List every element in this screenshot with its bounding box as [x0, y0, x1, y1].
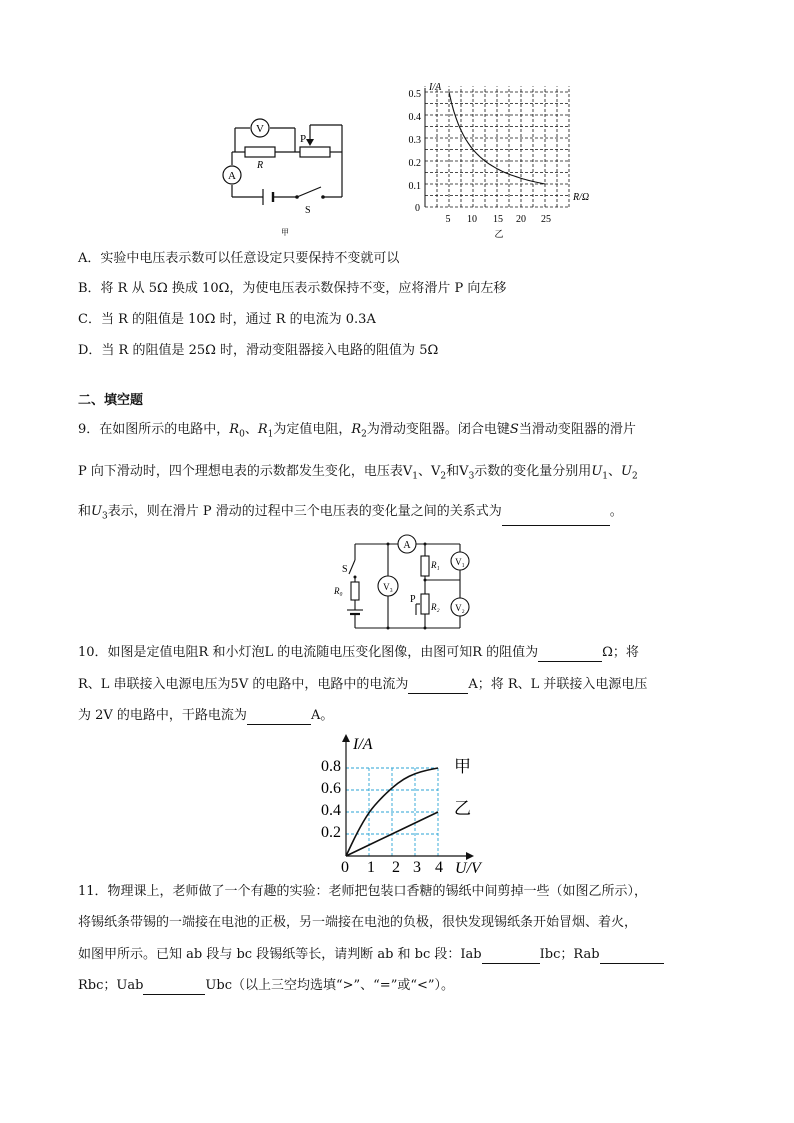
y-tick-label: 0.3: [408, 135, 421, 146]
x-tick-label: 20: [516, 214, 526, 225]
q11-text: Ibc；Rab: [539, 947, 600, 962]
q9-text: 示数的变化量分别用: [474, 464, 592, 479]
q11-text: Rbc；Uab: [78, 978, 144, 993]
y-tick-label: 0.2: [321, 824, 341, 841]
r0-label: R₀: [334, 586, 343, 596]
switch-label: S: [305, 205, 311, 216]
q9-text: 和: [78, 504, 92, 519]
x-tick-label: 5: [445, 214, 451, 225]
circuit-jia: [215, 115, 355, 240]
y-tick-label: 0.5: [408, 89, 421, 100]
option-a: A．实验中电压表示数可以任意设定只要保持不变就可以: [78, 251, 400, 266]
figure-label-jia: 甲: [281, 228, 289, 237]
curve-label-jia: 甲: [454, 757, 471, 776]
q10-text: A。: [310, 708, 334, 723]
curve-label-yi: 乙: [454, 799, 471, 818]
x-tick-label: 1: [367, 859, 375, 876]
v1-label: V₁: [455, 557, 465, 567]
q11-line4: [78, 977, 454, 995]
q10-text: Ω；将: [602, 645, 639, 660]
origin-label: 0: [341, 859, 349, 876]
voltmeter-label: V: [256, 123, 264, 135]
x-tick-label: 15: [493, 214, 503, 225]
q9-line2: P 向下滑动时，四个理想电表的示数都发生变化，电压表$V_1$、$V_2$和$V_3$示数的变化量分别用$U_1$、$U_2$: [78, 464, 638, 482]
switch-label: S: [342, 564, 348, 575]
y-tick-label: 0.2: [408, 158, 421, 169]
x-axis-label: U/V: [455, 860, 481, 877]
figure-label-yi: 乙: [494, 229, 504, 239]
q9-text: 9．在如图所示的电路中，: [78, 422, 230, 437]
option-b: B．将 R 从 5Ω 换成 10Ω，为使电压表示数保持不变，应将滑片 P 向左移: [78, 281, 507, 296]
q11-text: Ubc（以上三空均选填“>”、“=”或“<”）。: [205, 978, 455, 993]
x-tick-label: 2: [392, 859, 400, 876]
r2-label: R₂: [431, 602, 440, 612]
v3-label: V₃: [383, 582, 393, 592]
q9-text: 和: [446, 464, 460, 479]
q11-line1: 11．物理课上，老师做了一个有趣的实验：老师把包装口香糖的锡纸中间剪掉一些（如图乙所示），: [78, 884, 648, 899]
q9-line3: 和$U_3$表示，则在滑片 P 滑动的过程中三个电压表的变化量之间的关系式为 。: [78, 503, 623, 526]
circuit-q9: [330, 530, 480, 635]
graph-q10: [308, 732, 488, 877]
x-tick-label: 10: [467, 214, 477, 225]
y-tick-label: 0.8: [321, 758, 341, 775]
q10-line2: [78, 676, 647, 694]
q10-blank-2[interactable]: [408, 679, 468, 694]
option-d: D．当 R 的阻值是 25Ω 时，滑动变阻器接入电路的阻值为 5Ω: [78, 343, 439, 358]
resistor-label: R: [257, 160, 264, 171]
q9-answer-blank[interactable]: [502, 511, 610, 526]
y-axis-label: I/A: [429, 82, 442, 93]
q9-text: 为滑动变阻器。闭合电键: [366, 422, 510, 437]
p-label: P: [410, 594, 416, 605]
slider-label: P: [300, 133, 307, 145]
q9-text: 当滑动变阻器的滑片: [518, 422, 636, 437]
option-c: C．当 R 的阻值是 10Ω 时，通过 R 的电流为 0.3A: [78, 312, 376, 327]
q10-blank-3[interactable]: [247, 710, 311, 725]
q11-line3: [78, 946, 664, 964]
q11-text: 如图甲所示。已知 ab 段与 bc 段锡纸等长，请判断 ab 和 bc 段：Iab: [78, 947, 482, 962]
q9-text: P 向下滑动时，四个理想电表的示数都发生变化，电压表: [78, 464, 403, 479]
v2-label: V₂: [455, 603, 465, 613]
x-axis-label: R/Ω: [573, 192, 590, 203]
graph-yi: [403, 80, 603, 240]
y-axis-label: I/A: [353, 736, 373, 753]
q9-text: 为定值电阻，: [273, 422, 352, 437]
ammeter-label: A: [403, 540, 411, 551]
q10-text: 为 2V 的电路中，干路电流为: [78, 708, 247, 723]
x-tick-label: 3: [413, 859, 421, 876]
q10-text: R、L 串联接入电源电压为5V 的电路中，电路中的电流为: [78, 677, 409, 692]
q9-text: 表示，则在滑片 P 滑动的过程中三个电压表的变化量之间的关系式为: [107, 504, 502, 519]
y-tick-label: 0.4: [408, 112, 421, 123]
section-title: 二、填空题: [78, 393, 144, 408]
q10-line1: [78, 644, 639, 662]
q10-line3: [78, 707, 333, 725]
y-tick-label: 0.4: [321, 802, 341, 819]
r1-label: R₁: [431, 560, 440, 570]
q9-text: 、: [244, 422, 258, 437]
x-tick-label: 25: [541, 214, 551, 225]
ammeter-label: A: [228, 170, 236, 182]
q9-text: 。: [609, 504, 623, 519]
y-tick-label: 0.1: [408, 181, 421, 192]
q11-blank-1[interactable]: [482, 949, 540, 964]
q11-blank-2[interactable]: [600, 949, 664, 964]
q9-sep: 、: [608, 464, 622, 479]
q10-text: A；将 R、L 并联接入电源电压: [468, 677, 648, 692]
q11-line2: 将锡纸条带锡的一端接在电池的正极，另一端接在电池的负极，很快发现锡纸条开始冒烟、着火，: [78, 915, 638, 930]
q11-blank-3[interactable]: [143, 980, 205, 995]
origin-label: 0: [415, 203, 420, 214]
x-tick-label: 4: [435, 859, 443, 876]
q9-line1: 9．在如图所示的电路中，$R_0$、$R_1$为定值电阻，$R_2$为滑动变阻器。闭合电键S当滑动变阻器的滑片: [78, 422, 636, 440]
q10-blank-1[interactable]: [538, 647, 602, 662]
q9-sep: 、: [418, 464, 432, 479]
y-tick-label: 0.6: [321, 780, 341, 797]
q10-text: 10．如图是定值电阻R 和小灯泡L 的电流随电压变化图像，由图可知R 的阻值为: [78, 645, 539, 660]
